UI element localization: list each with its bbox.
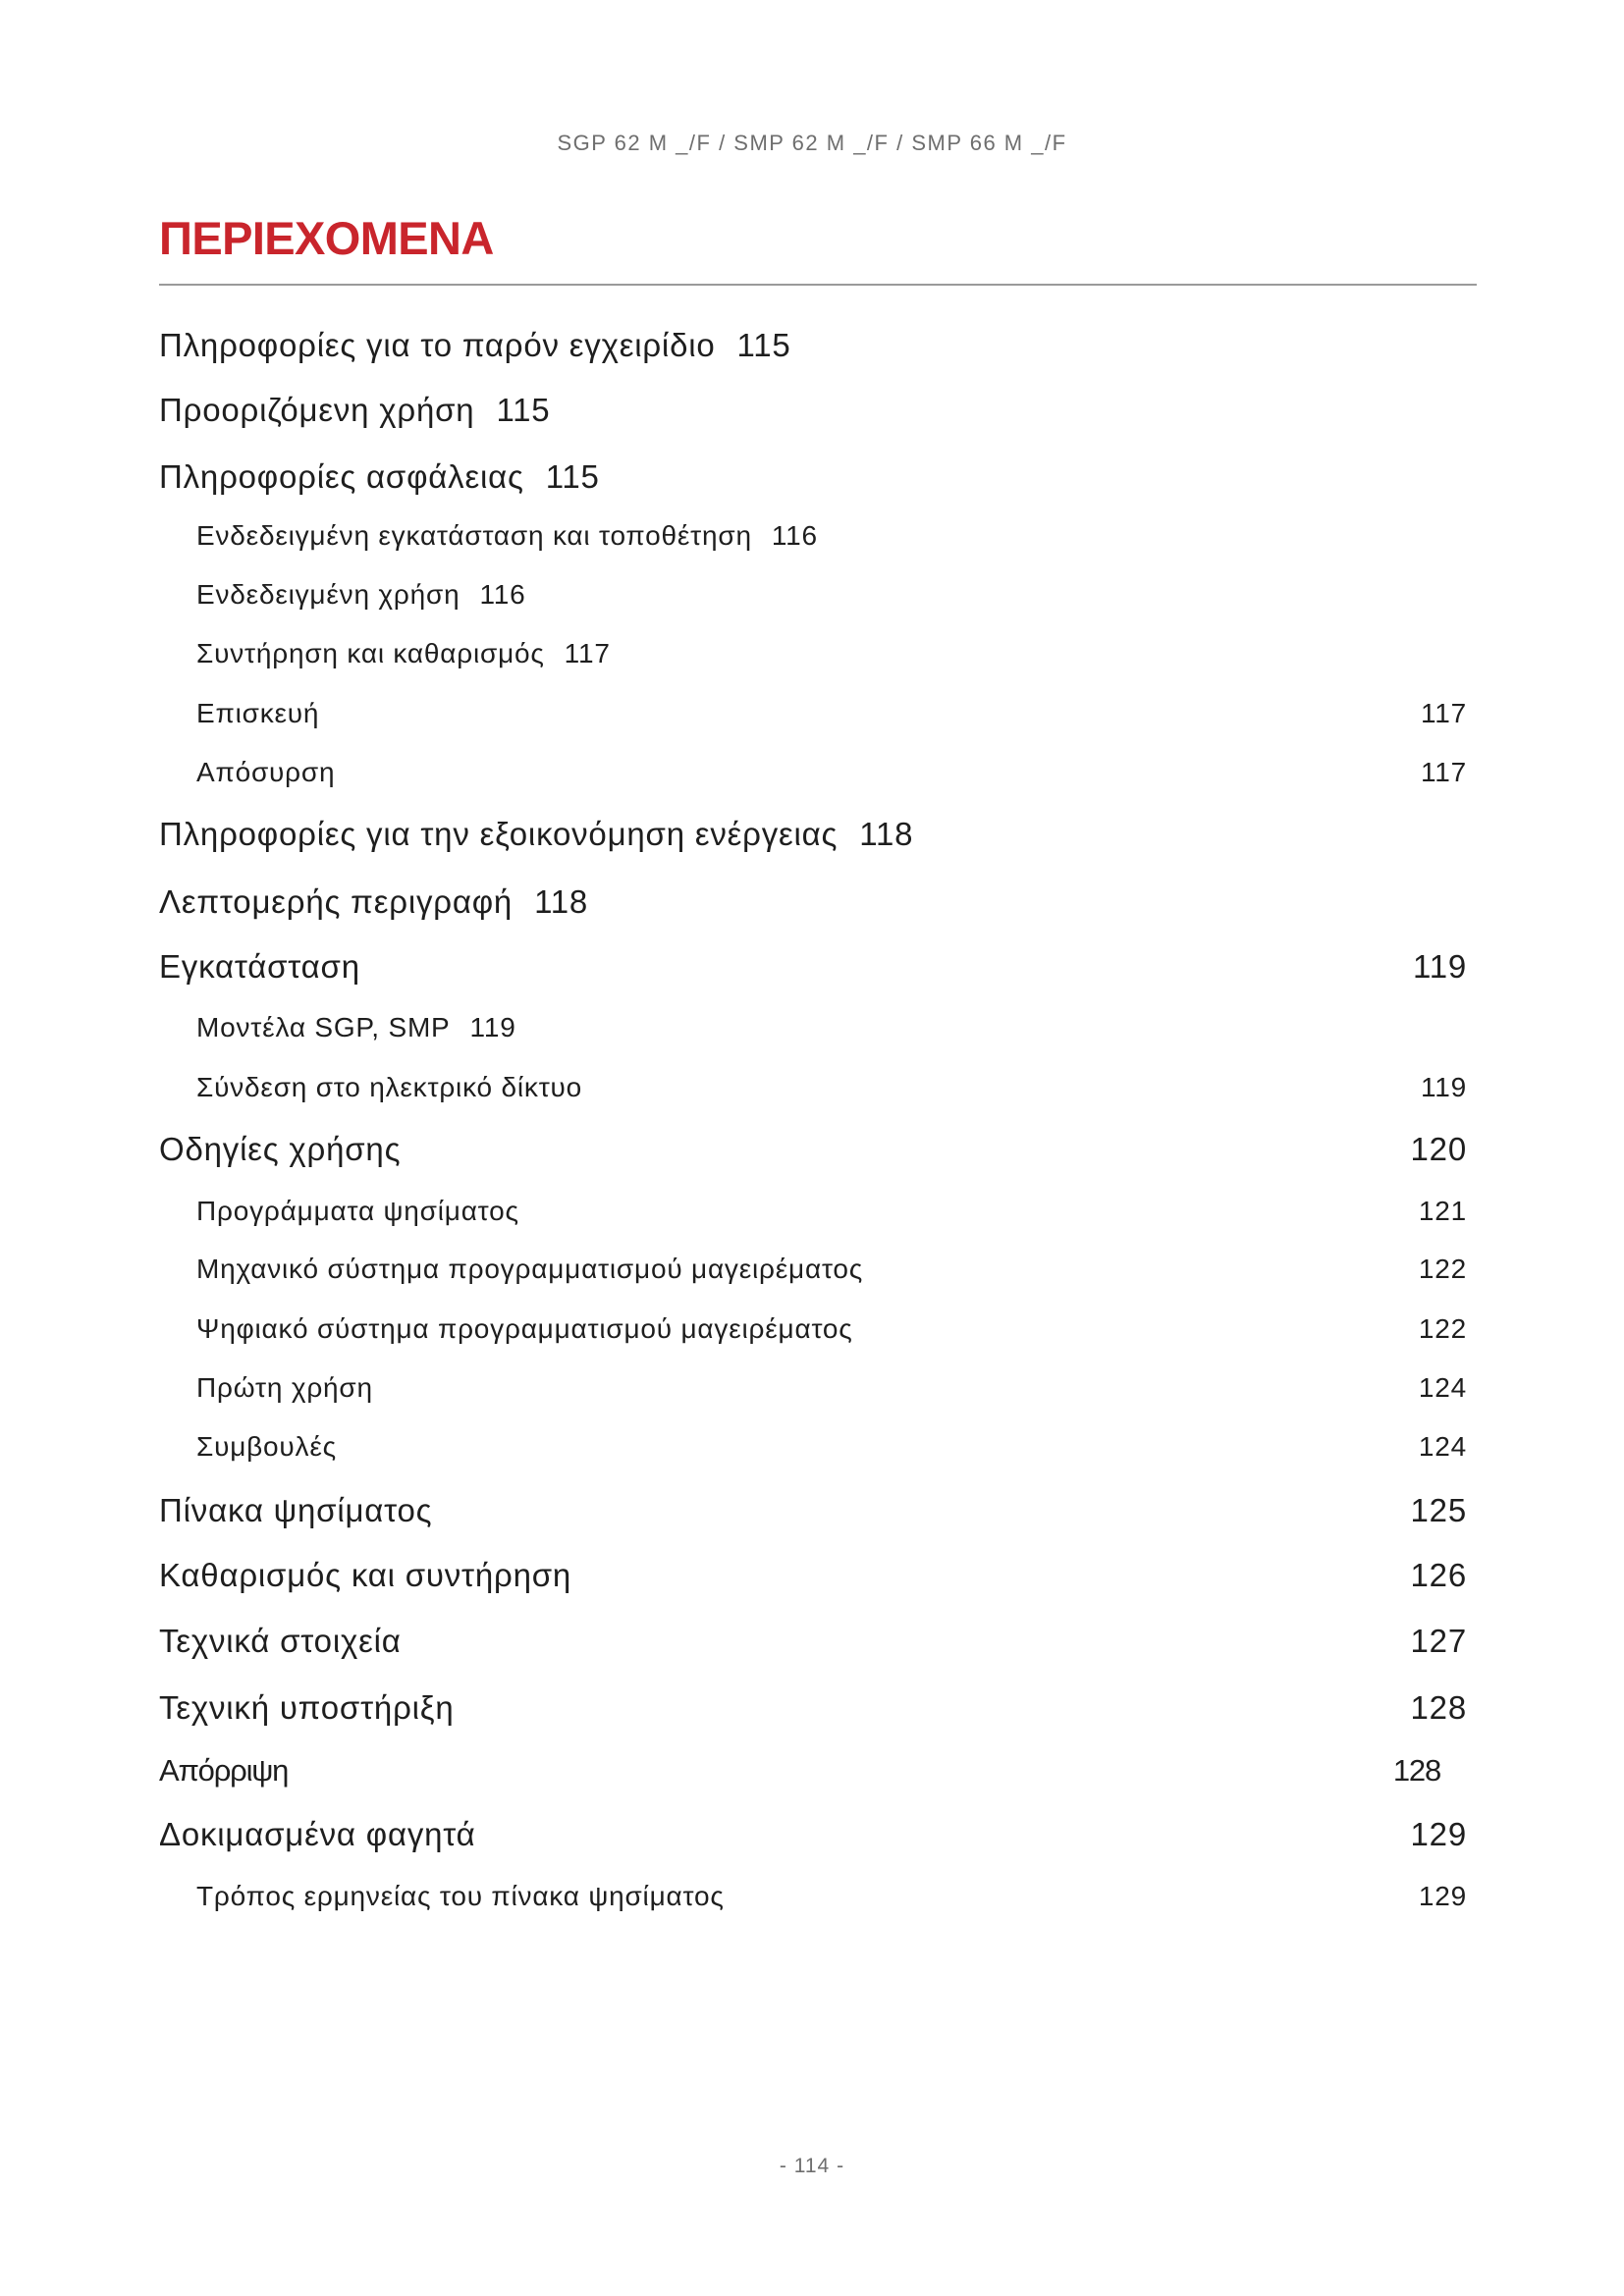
toc-entry-page: 124 <box>1418 1372 1467 1403</box>
toc-entry-title: Εγκατάσταση <box>159 948 360 985</box>
toc-entry-page: 119 <box>469 1012 516 1042</box>
toc-entry-page: 122 <box>1418 1313 1467 1344</box>
toc-entry-title: Πληροφορίες για το παρόν εγχειρίδιο <box>159 327 716 363</box>
toc-entry-page: 125 <box>1410 1492 1467 1528</box>
toc-entry-page: 129 <box>1410 1816 1467 1852</box>
toc-subentry-cooking-programs[interactable] <box>196 1195 1467 1228</box>
toc-entry-title: Τρόπος ερμηνείας του πίνακα ψησίματος <box>196 1881 725 1911</box>
toc-entry-page: 126 <box>1410 1557 1467 1593</box>
toc-entry-page: 119 <box>1412 948 1467 985</box>
toc-entry-page: 117 <box>1420 757 1467 787</box>
toc-entry-technical-data[interactable] <box>159 1622 1467 1661</box>
toc-entry-title: Συμβουλές <box>196 1431 337 1462</box>
toc-entry-page: 115 <box>736 327 791 363</box>
toc-entry-page: 118 <box>859 816 914 852</box>
toc-subentry-proper-use[interactable] <box>196 578 526 612</box>
toc-entry-title: Πληροφορίες για την εξοικονόμηση ενέργειας <box>159 816 839 852</box>
toc-entry-title: Απόρριψη <box>159 1753 289 1788</box>
toc-entry-page: 119 <box>1420 1072 1467 1102</box>
toc-subentry-reading-cooking-table[interactable] <box>196 1880 1467 1913</box>
toc-entry-page: 124 <box>1418 1431 1467 1462</box>
toc-entry-page: 120 <box>1410 1131 1467 1167</box>
toc-entry-title: Απόσυρση <box>196 757 336 787</box>
toc-entry-title: Συντήρηση και καθαρισμός <box>196 638 545 668</box>
toc-entry-page: 121 <box>1418 1196 1467 1226</box>
toc-subentry-models[interactable] <box>196 1011 516 1044</box>
toc-entry-page: 116 <box>771 520 818 551</box>
toc-entry-title: Ενδεδειγμένη εγκατάσταση και τοποθέτηση <box>196 520 752 551</box>
toc-entry-page: 117 <box>564 638 611 668</box>
toc-entry-title: Ενδεδειγμένη χρήση <box>196 579 460 610</box>
toc-entry-title: Καθαρισμός και συντήρηση <box>159 1557 572 1593</box>
toc-entry-operating-instructions[interactable] <box>159 1130 1467 1169</box>
toc-entry-safety-information[interactable] <box>159 457 600 497</box>
toc-entry-page: 127 <box>1410 1623 1467 1659</box>
toc-entry-title: Ψηφιακό σύστημα προγραμματισμού μαγειρέματος <box>196 1313 853 1344</box>
page-number: - 114 - <box>779 2155 845 2177</box>
toc-subentry-repair[interactable] <box>196 697 1467 730</box>
toc-subentry-maintenance-cleaning[interactable] <box>196 637 611 670</box>
toc-entry-intended-use[interactable] <box>159 391 550 430</box>
toc-entry-page: 128 <box>1410 1689 1467 1726</box>
toc-entry-page: 129 <box>1418 1881 1467 1911</box>
toc-entry-title: Προοριζόμενη χρήση <box>159 392 475 428</box>
toc-entry-title: Πληροφορίες ασφάλειας <box>159 458 524 495</box>
toc-entry-title: Λεπτομερής περιγραφή <box>159 883 514 920</box>
toc-entry-title: Δοκιμασμένα φαγητά <box>159 1816 476 1852</box>
toc-entry-cooking-table[interactable] <box>159 1491 1467 1530</box>
toc-entry-page: 115 <box>496 392 551 428</box>
toc-entry-page: 117 <box>1420 698 1467 728</box>
toc-entry-technical-support[interactable] <box>159 1688 1467 1728</box>
toc-entry-title: Πίνακα ψησίματος <box>159 1492 433 1528</box>
toc-entry-title: Προγράμματα ψησίματος <box>196 1196 519 1226</box>
toc-entry-title: Σύνδεση στο ηλεκτρικό δίκτυο <box>196 1072 583 1102</box>
toc-entry-page: 116 <box>479 579 526 610</box>
toc-entry-page: 115 <box>545 458 600 495</box>
toc-subentry-electrical-connection[interactable] <box>196 1071 1467 1104</box>
toc-entry-title: Οδηγίες χρήσης <box>159 1131 402 1167</box>
toc-entry-title: Πρώτη χρήση <box>196 1372 373 1403</box>
toc-entry-title: Επισκευή <box>196 698 320 728</box>
toc-entry-title: Μοντέλα SGP, SMP <box>196 1012 451 1042</box>
toc-entry-disposal[interactable] <box>159 1751 1440 1790</box>
toc-entry-detailed-description[interactable] <box>159 882 588 922</box>
toc-entry-title: Μηχανικό σύστημα προγραμματισμού μαγειρέματος <box>196 1254 864 1284</box>
toc-subentry-tips[interactable] <box>196 1430 1467 1464</box>
toc-entry-energy-saving[interactable] <box>159 815 913 854</box>
toc-entry-title: Τεχνικά στοιχεία <box>159 1623 402 1659</box>
toc-entry-about-this-manual[interactable] <box>159 326 791 365</box>
toc-entry-tested-dishes[interactable] <box>159 1815 1467 1854</box>
toc-subentry-first-use[interactable] <box>196 1371 1467 1405</box>
toc-entry-page: 128 <box>1392 1753 1440 1788</box>
page-title: ΠΕΡΙΕΧΟΜΕΝΑ <box>159 212 494 264</box>
toc-entry-cleaning-maintenance[interactable] <box>159 1556 1467 1595</box>
toc-entry-page: 122 <box>1418 1254 1467 1284</box>
title-divider <box>159 284 1477 286</box>
toc-subentry-proper-installation[interactable] <box>196 519 818 553</box>
toc-entry-page: 118 <box>534 883 589 920</box>
toc-subentry-digital-timer[interactable] <box>196 1312 1467 1346</box>
toc-subentry-withdrawal[interactable] <box>196 756 1467 789</box>
toc-entry-installation[interactable] <box>159 947 1467 987</box>
toc-subentry-mechanical-timer[interactable] <box>196 1253 1467 1286</box>
model-header: SGP 62 M _/F / SMP 62 M _/F / SMP 66 M _/F <box>557 131 1067 155</box>
toc-entry-title: Τεχνική υποστήριξη <box>159 1689 455 1726</box>
